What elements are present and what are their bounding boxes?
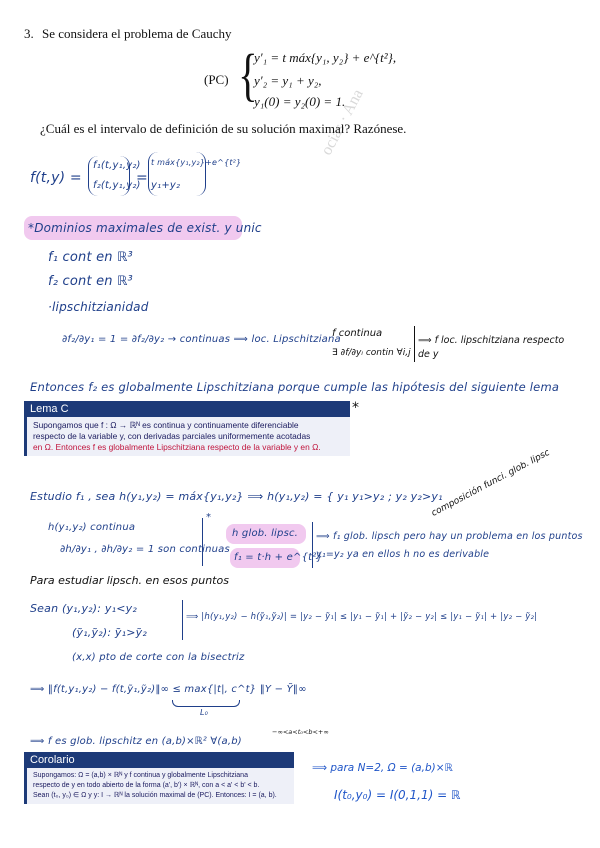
lema-star: * (352, 400, 359, 416)
ineq-line: ⟹ ‖f(t,y₁,y₂) − f(t,ỹ₁,ỹ₂)‖∞ ≤ max{|t|, c^t} ‖Y − Ỹ‖∞ (30, 684, 307, 695)
corolario-title: Corolario (24, 752, 294, 768)
lema-body (24, 417, 350, 456)
glob-final: ⟹ f es glob. lipschitz en (a,b)×ℝ² ∀(a,b) (30, 736, 242, 747)
star2: * (206, 512, 212, 523)
sean2: (ỹ₁,ỹ₂): ỹ₁>ỹ₂ (72, 626, 147, 639)
f-vec2: f₂(t,y₁,y₂) (93, 180, 141, 191)
sean1: Sean (y₁,y₂): y₁<y₂ (30, 602, 137, 615)
corolario-line1: Supongamos: Ω = (a,b) × ℝᴺ y f continua y globalmente Lipschitziana (33, 772, 248, 779)
sean-bracket (176, 600, 183, 640)
problem-number: 3. (24, 26, 34, 41)
L0-underbrace (172, 700, 240, 707)
para-estudiar: Para estudiar lipsch. en esos puntos (30, 574, 229, 587)
side-result: ⟹ f loc. lipschitziana respecto de y (418, 335, 565, 360)
pc-brace: { (238, 42, 258, 107)
side-cont2: ∃ ∂f/∂yᵢ contin ∀i,j (332, 348, 411, 358)
composicion-note: composición funci. glob. lipsc (430, 447, 552, 519)
side-cont1: f continua (332, 328, 383, 339)
pc-eq2: y′₂ = y₁ + y₂, (254, 73, 322, 88)
dominios-label: *Dominios maximales de exist. y unic (28, 221, 262, 235)
lema-title: Lema C (24, 401, 350, 417)
lema-line3: en Ω. Entonces f es globalmente Lipschitziana respecto de la variable y en Ω. (33, 442, 321, 452)
f-eq: = (136, 170, 148, 186)
problem-question: ¿Cuál es el intervalo de definición de su solución maximal? Razónese. (40, 121, 407, 136)
pc-eq1: y′₁ = t máx{y₁, y₂} + e^{t²}, (254, 50, 397, 65)
f1-form: f₁ = t·h + e^{t²} (234, 552, 324, 563)
sean-result: ⟹ |h(y₁,y₂) − h(ỹ₁,ỹ₂)| = |y₂ − ỹ₁| ≤ |y₁ − ỹ₁| + |ỹ₂ − y₂| ≤ |y₁ − ỹ₁| + |y₂ − ỹ₂| (186, 612, 538, 622)
corolario-body (24, 768, 294, 804)
side-bracket (408, 326, 415, 362)
ab-note: −∞<a<t₀<b<+∞ (272, 728, 329, 736)
pc-label: (PC) (204, 72, 229, 87)
f1-bracket (306, 522, 313, 568)
f1-cont: f₁ cont en ℝ³ (48, 250, 133, 265)
lema-line2: respecto de la variable y, con derivadas parciales uniformemente acotadas (33, 431, 311, 441)
estudio-line: Estudio f₁ , sea h(y₁,y₂) = máx{y₁,y₂} ⟹ h(y₁,y₂) = { y₁ y₁>y₂ ; y₂ y₂>y₁ (30, 490, 443, 503)
f-def-left: f(t,y) = (30, 170, 82, 186)
f2-cont: f₂ cont en ℝ³ (48, 274, 133, 289)
interval-result: I(t₀,y₀) = I(0,1,1) = ℝ (334, 788, 461, 802)
pto-corte: (x,x) pto de corte con la bisectriz (72, 652, 245, 663)
lipsch-label: ·lipschitzianidad (48, 300, 149, 314)
h-bracket (196, 518, 203, 566)
lema-box (24, 401, 350, 456)
para-n: ⟹ para N=2, Ω = (a,b)×ℝ (312, 762, 453, 774)
h-cont: h(y₁,y₂) continua (48, 522, 136, 533)
lema-line1: Supongamos que f : Ω → ℝᴺ es continua y continuamente diferenciable (33, 420, 299, 430)
L0-label: L₀ (200, 708, 209, 717)
f-val2: y₁+y₂ (151, 180, 181, 191)
corolario-line2: respecto de y en todo abierto de la forma (a', b') × ℝᴺ, con a < a' < b' < b. (33, 782, 260, 789)
watermark: ocias · Ana (318, 86, 367, 158)
h-glob: h glob. lipsc. (232, 528, 299, 539)
corolario-line3: Sean (t₀, y₀) ∈ Ω y y: I → ℝᴺ la solución maximal de (PC). Entonces: I = (a, b). (33, 792, 277, 799)
entonces-line: Entonces f₂ es globalmente Lipschitziana porque cumple las hipótesis del siguiente lema (30, 380, 560, 394)
partials-f2: ∂f₂/∂y₁ = 1 = ∂f₂/∂y₂ → continuas ⟹ loc. Lipschitziana (62, 334, 341, 345)
f-vec1: f₁(t,y₁,y₂) (93, 160, 141, 171)
pc-eq3: y₁(0) = y₂(0) = 1. (254, 94, 346, 109)
f-val1: t máx{y₁,y₂}+e^{t²} (151, 158, 242, 167)
h-partials: ∂h/∂y₁ , ∂h/∂y₂ = 1 son continuas (60, 544, 230, 555)
f1-glob: ⟹ f₁ glob. lipsch pero hay un problema en los puntos y₁=y₂ ya en ellos h no es derivable (316, 531, 583, 560)
problem-statement: Se considera el problema de Cauchy (42, 26, 232, 41)
corolario-box (24, 752, 294, 804)
